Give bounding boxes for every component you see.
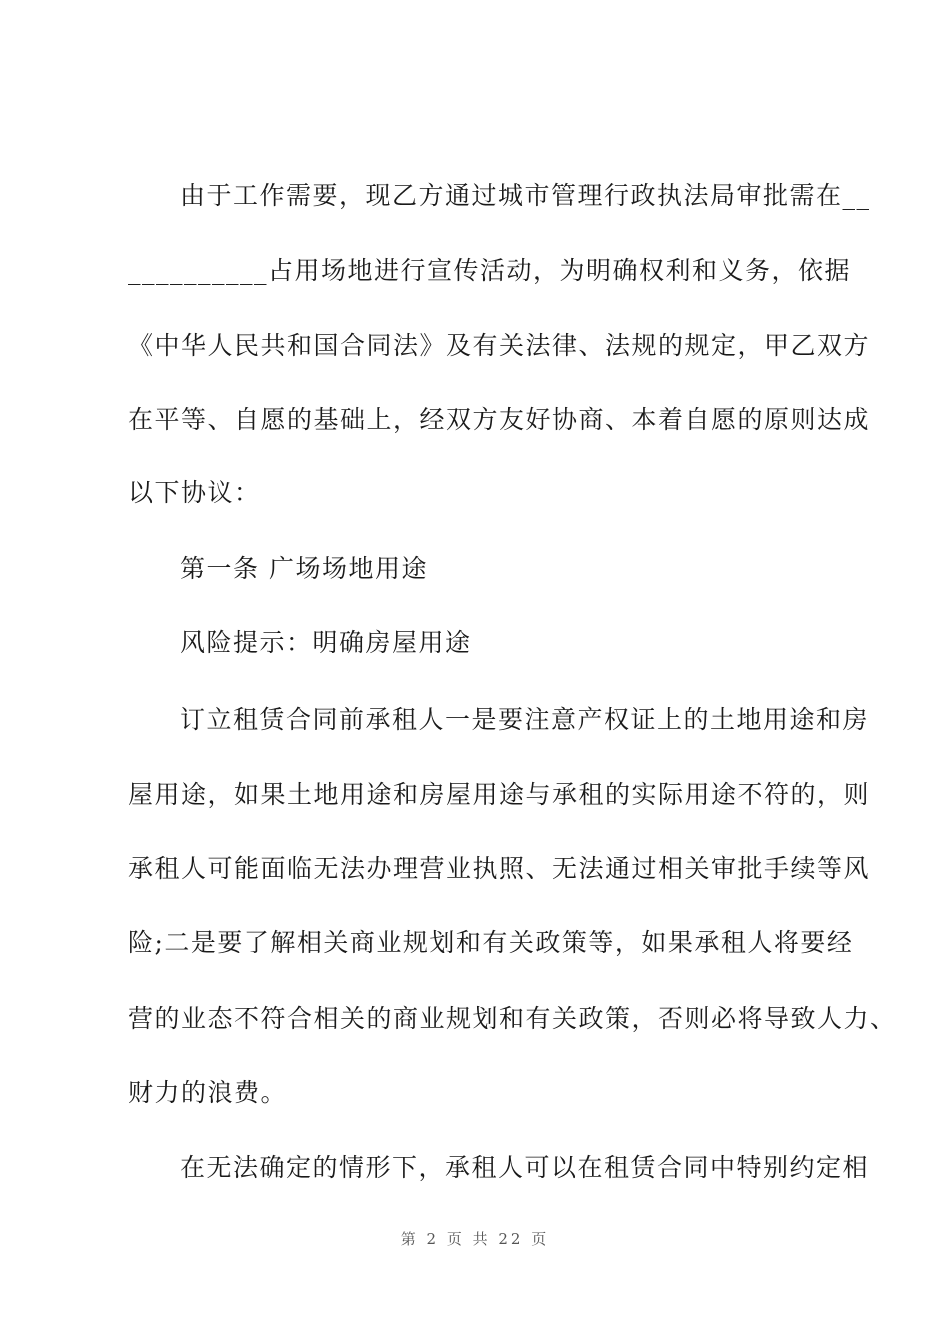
- paragraph-line: 承租人可能面临无法办理营业执照、无法通过相关审批手续等风: [128, 854, 871, 883]
- paragraph-line: 以下协议：: [128, 478, 261, 507]
- paragraph-line: 营的业态不符合相关的商业规划和有关政策，否则必将导致人力、: [128, 1004, 897, 1033]
- paragraph-line: 《中华人民共和国合同法》及有关法律、法规的规定，甲乙双方: [128, 331, 871, 360]
- paragraph-line: 由于工作需要，现乙方通过城市管理行政执法局审批需在__: [180, 181, 871, 210]
- paragraph-line: __________占用场地进行宣传活动，为明确权利和义务，依据: [128, 256, 852, 285]
- paragraph-line: 险;二是要了解相关商业规划和有关政策等，如果承租人将要经: [128, 928, 854, 957]
- paragraph-line: 财力的浪费。: [128, 1078, 288, 1107]
- risk-note-heading: 风险提示：明确房屋用途: [180, 628, 472, 657]
- paragraph-line: 在平等、自愿的基础上，经双方友好协商、本着自愿的原则达成: [128, 405, 871, 434]
- paragraph-line: 在无法确定的情形下，承租人可以在租赁合同中特别约定相: [180, 1153, 870, 1182]
- paragraph-line: 订立租赁合同前承租人一是要注意产权证上的土地用途和房: [180, 705, 870, 734]
- section-heading: 第一条 广场场地用途: [180, 554, 428, 583]
- paragraph-line: 屋用途，如果土地用途和房屋用途与承租的实际用途不符的，则: [128, 780, 871, 809]
- page-number-footer: 第 2 页 共 22 页: [400, 1230, 550, 1248]
